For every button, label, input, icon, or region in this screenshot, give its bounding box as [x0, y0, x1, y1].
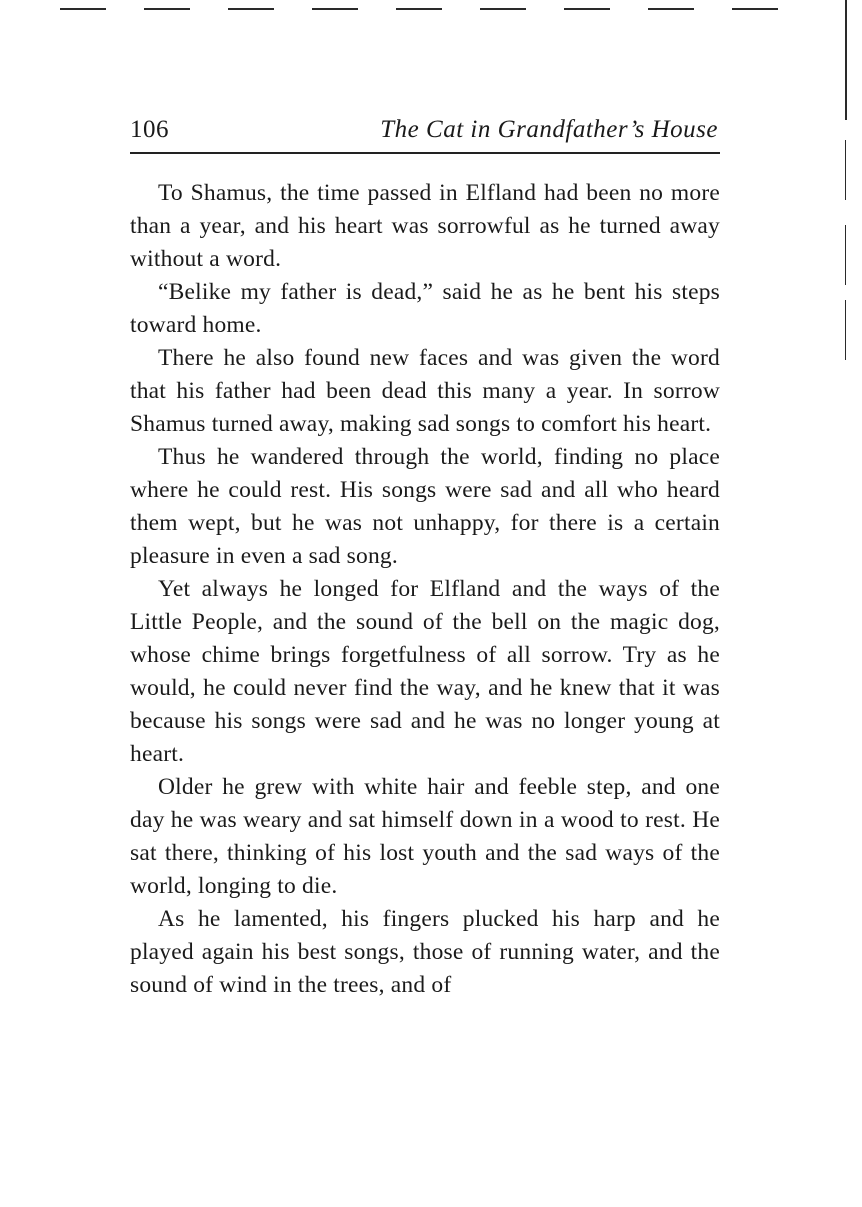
scan-artifact-edge: [845, 0, 847, 120]
paragraph: Thus he wandered through the world, finding no place where he could rest. His songs were sad and all who heard them wept, but he was not unhappy, for there is a certain pleasure in even a sad song.: [130, 444, 720, 569]
scan-artifact-edge: [845, 225, 846, 285]
scan-artifact-top: [60, 8, 840, 12]
paragraph: Older he grew with white hair and feeble step, and one day he was weary and sat himself down in a wood to rest. He sat there, thinking of his lost youth and the sad ways of the world, longing to die.: [130, 774, 720, 899]
paragraph: As he lamented, his fingers plucked his harp and he played again his best songs, those of running water, and the sound of wind in the trees, and of: [130, 906, 720, 998]
body-text: [130, 177, 720, 1002]
running-head: [130, 112, 720, 154]
paragraph: “Belike my father is dead,” said he as he bent his steps toward home.: [130, 279, 720, 338]
scan-artifact-edge: [845, 300, 846, 360]
paragraph: To Shamus, the time passed in Elfland had been no more than a year, and his heart was sorrowful as he turned away without a word.: [130, 180, 720, 272]
paragraph: Yet always he longed for Elfland and the ways of the Little People, and the sound of the bell on the magic dog, whose chime brings forgetfulness of all sorrow. Try as he would, he could never find the way, and he knew that it was because his songs were sad and he was no longer young at heart.: [130, 576, 720, 767]
paragraph: There he also found new faces and was given the word that his father had been dead this many a year. In sorrow Shamus turned away, making sad songs to comfort his heart.: [130, 345, 720, 437]
book-page: [130, 112, 720, 1002]
page-number: 106: [130, 116, 169, 143]
scan-artifact-edge: [845, 140, 846, 200]
running-title: The Cat in Grandfather’s House: [380, 116, 718, 143]
